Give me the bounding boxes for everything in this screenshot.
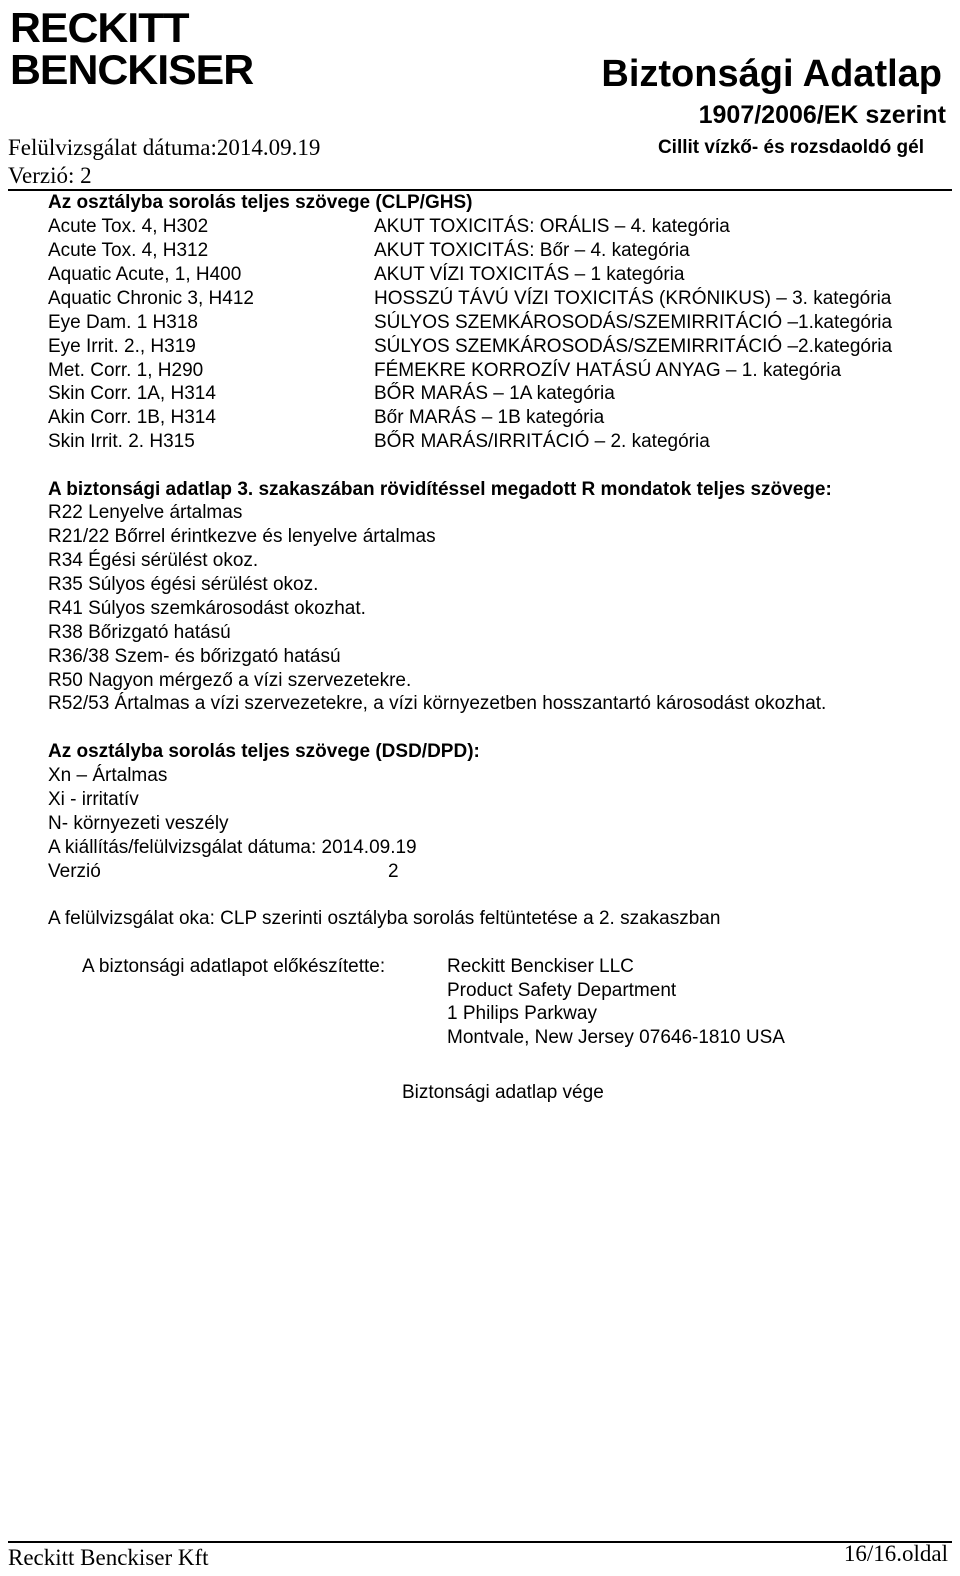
dsd-item: Xn – Ártalmas	[48, 765, 168, 786]
clp-code: Akin Corr. 1B, H314	[48, 407, 216, 428]
clp-text: HOSSZÚ TÁVÚ VÍZI TOXICITÁS (KRÓNIKUS) – 3. kategória	[374, 288, 892, 309]
regulation-reference: 1907/2006/EK szerint	[698, 101, 946, 129]
end-of-sheet: Biztonsági adatlap vége	[402, 1082, 604, 1103]
dsd-item: N- környezeti veszély	[48, 813, 229, 834]
version-row-value: 2	[388, 861, 399, 882]
dsd-item: Xi - irritatív	[48, 789, 139, 810]
clp-text: AKUT TOXICITÁS: ORÁLIS – 4. kategória	[374, 216, 730, 237]
clp-text: AKUT TOXICITÁS: Bőr – 4. kategória	[374, 240, 690, 261]
clp-text: FÉMEKRE KORROZÍV HATÁSÚ ANYAG – 1. kategória	[374, 360, 842, 381]
clp-text: BŐR MARÁS – 1A kategória	[374, 383, 615, 404]
footer-divider	[8, 1541, 952, 1543]
clp-code: Aquatic Chronic 3, H412	[48, 288, 254, 309]
version-label: Verzió: 2	[8, 163, 92, 188]
clp-code: Skin Corr. 1A, H314	[48, 383, 216, 404]
clp-heading: Az osztályba sorolás teljes szövege (CLP/GHS)	[48, 192, 473, 213]
r-phrase-item: R22 Lenyelve ártalmas	[48, 502, 243, 523]
clp-text: SÚLYOS SZEMKÁROSODÁS/SZEMIRRITÁCIÓ –2.kategória	[374, 336, 893, 357]
prepared-by-label: A biztonsági adatlapot előkészítette:	[82, 956, 386, 977]
clp-code: Met. Corr. 1, H290	[48, 360, 204, 381]
r-phrase-item: R34 Égési sérülést okoz.	[48, 550, 259, 571]
issue-date: A kiállítás/felülvizsgálat dátuma: 2014.09.19	[48, 837, 417, 858]
clp-code: Acute Tox. 4, H302	[48, 216, 209, 237]
revision-reason: A felülvizsgálat oka: CLP szerinti osztályba sorolás feltüntetése a 2. szakaszban	[48, 908, 721, 929]
clp-text: BŐR MARÁS/IRRITÁCIÓ – 2. kategória	[374, 431, 710, 452]
r-phrase-item: R35 Súlyos égési sérülést okoz.	[48, 574, 319, 595]
prepared-by-line: Product Safety Department	[447, 980, 677, 1001]
page-number: 16/16.oldal	[843, 1541, 948, 1566]
clp-code: Acute Tox. 4, H312	[48, 240, 209, 261]
clp-text: Bőr MARÁS – 1B kategória	[374, 407, 605, 428]
clp-code: Aquatic Acute, 1, H400	[48, 264, 242, 285]
r-phrase-item: R52/53 Ártalmas a vízi szervezetekre, a vízi környezetben hosszantartó károsodást okozhat.	[48, 693, 827, 714]
r-phrase-item: R41 Súlyos szemkárosodást okozhat.	[48, 598, 366, 619]
r-phrase-item: R38 Bőrizgató hatású	[48, 622, 231, 643]
prepared-by-line: Montvale, New Jersey 07646-1810 USA	[447, 1027, 785, 1048]
clp-code: Eye Dam. 1 H318	[48, 312, 198, 333]
dsd-heading: Az osztályba sorolás teljes szövege (DSD/DPD):	[48, 741, 480, 762]
footer-company: Reckitt Benckiser Kft	[8, 1545, 209, 1570]
version-row-label: Verzió	[48, 861, 101, 882]
prepared-by-line: Reckitt Benckiser LLC	[447, 956, 634, 977]
r-phrase-item: R50 Nagyon mérgező a vízi szervezetekre.	[48, 670, 412, 691]
company-logo	[10, 4, 254, 93]
r-phrase-item: R21/22 Bőrrel érintkezve és lenyelve ártalmas	[48, 526, 436, 547]
clp-code: Eye Irrit. 2., H319	[48, 336, 196, 357]
prepared-by-line: 1 Philips Parkway	[447, 1003, 597, 1024]
clp-text: AKUT VÍZI TOXICITÁS – 1 kategória	[374, 264, 685, 285]
document-title: Biztonsági Adatlap	[601, 53, 942, 95]
r-phrase-item: R36/38 Szem- és bőrizgató hatású	[48, 646, 341, 667]
revision-date: Felülvizsgálat dátuma:2014.09.19	[8, 135, 321, 160]
logo-text-line-2: BENCKISER	[10, 46, 254, 93]
clp-code: Skin Irrit. 2. H315	[48, 431, 195, 452]
r-phrases-heading: A biztonsági adatlap 3. szakaszában rövidítéssel megadott R mondatok teljes szövege:	[48, 479, 832, 500]
logo-text-line-1: RECKITT	[10, 4, 189, 51]
clp-text: SÚLYOS SZEMKÁROSODÁS/SZEMIRRITÁCIÓ –1.kategória	[374, 312, 893, 333]
product-name: Cillit vízkő- és rozsdaoldó gél	[657, 137, 924, 158]
